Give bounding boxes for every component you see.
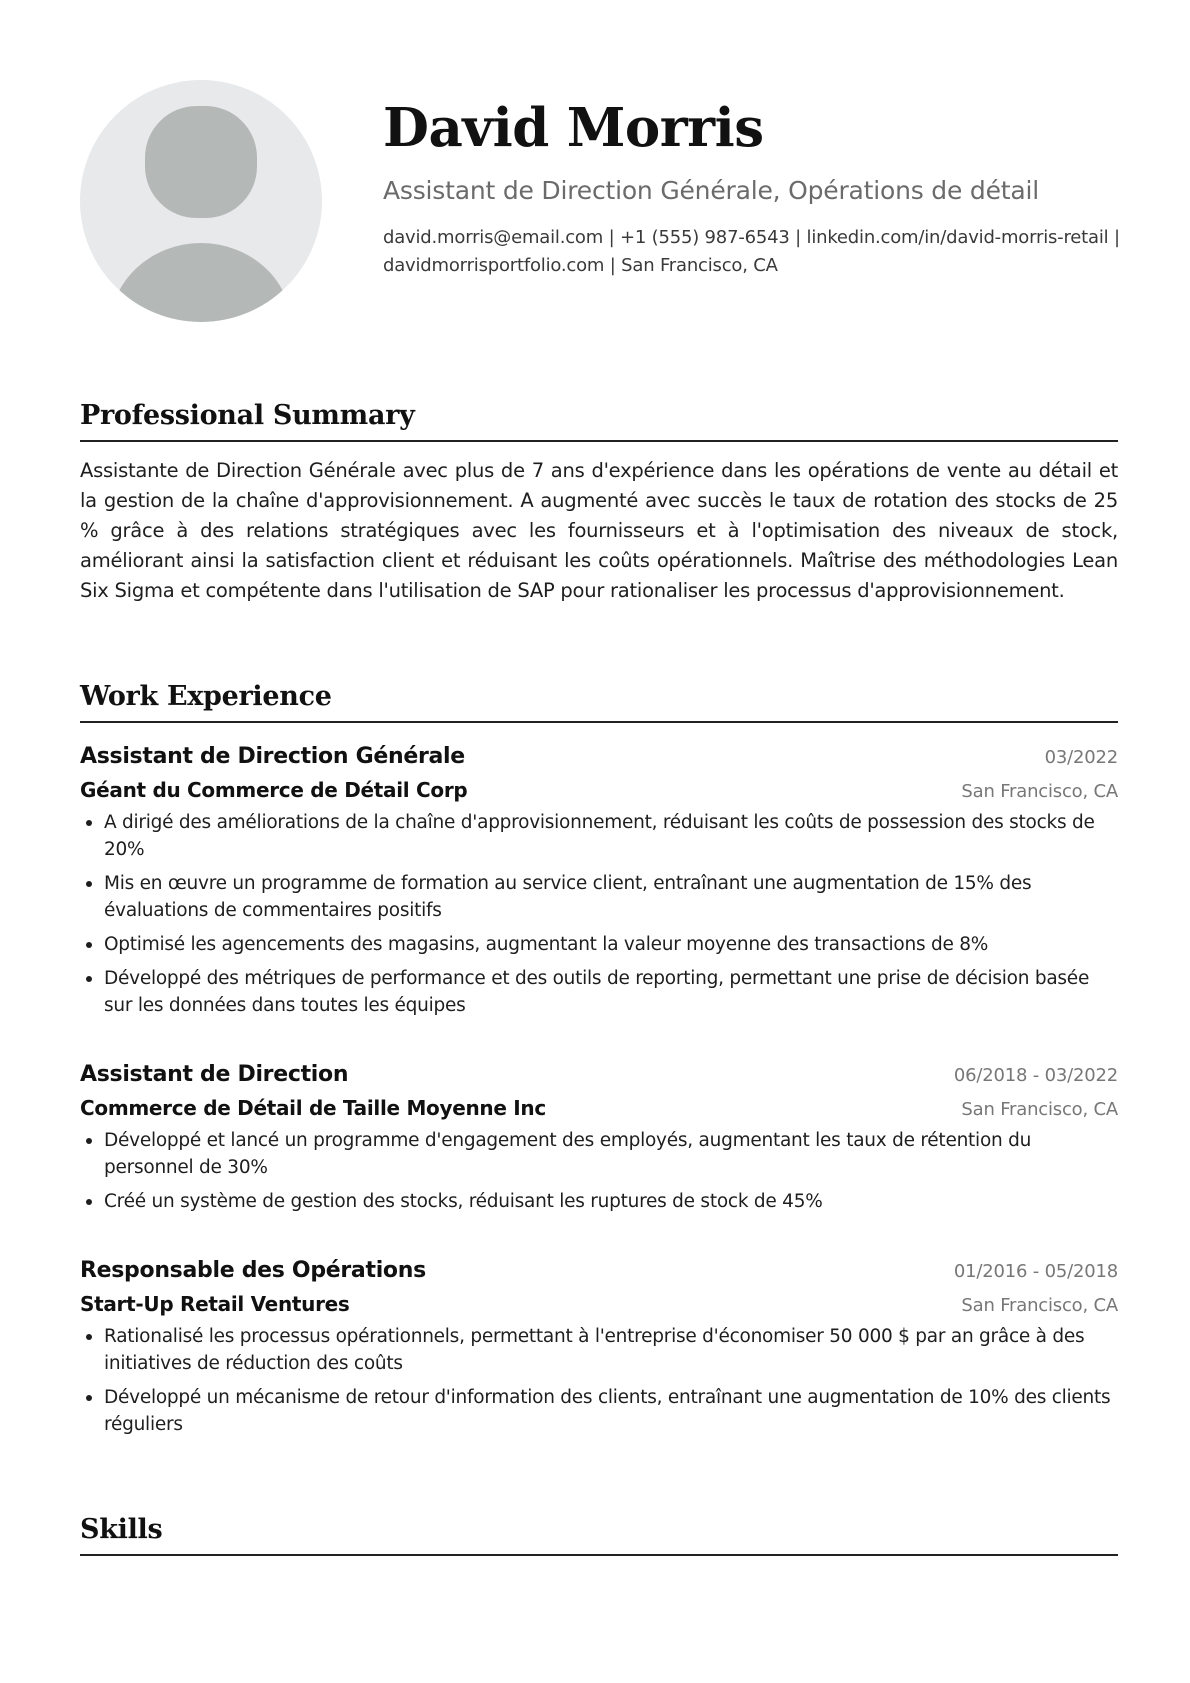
- bullet-text: Rationalisé les processus opérationnels, permettant à l'entreprise d'économiser 50 000 $ par an grâce à des initiatives de réduction des coûts: [104, 1326, 1085, 1374]
- contact-info: david.morris@email.com | +1 (555) 987-6543 | linkedin.com/in/david-morris-retail | davidmorrisportfolio.com | San Francisco, CA: [383, 227, 1120, 276]
- job-title: Responsable des Opérations: [80, 1258, 426, 1283]
- bullet-text: A dirigé des améliorations de la chaîne d'approvisionnement, réduisant les coûts de possession des stocks de 20%: [104, 812, 1095, 860]
- job-bullets: [80, 1127, 1118, 1215]
- bullet-dot-icon: [86, 976, 92, 982]
- bullet-item: [80, 1323, 1118, 1377]
- job-title: Assistant de Direction: [80, 1062, 349, 1087]
- bullet-dot-icon: [86, 1199, 92, 1205]
- job-date: 06/2018 - 03/2022: [953, 1065, 1118, 1086]
- summary-section: [80, 398, 1118, 606]
- bullet-dot-icon: [86, 1138, 92, 1144]
- bullet-item: [80, 870, 1118, 924]
- job-entry: [80, 1059, 1118, 1215]
- bullet-item: [80, 931, 1118, 958]
- summary-text: Assistante de Direction Générale avec plus de 7 ans d'expérience dans les opérations de vente au détail et la gestion de la chaîne d'approvisionnement. A augmenté avec succès le taux de rotation des stocks de 25 % grâce à des relations stratégiques avec les fournisseurs et à l'optimisation des niveaux de stock, améliorant ainsi la satisfaction client et réduisant les coûts opérationnels. Maîtrise des méthodologies Lean Six Sigma et compétente dans l'utilisation de SAP pour rationaliser les processus d'approvisionnement.: [80, 459, 1118, 602]
- bullet-item: [80, 1127, 1118, 1181]
- job-date: 03/2022: [1044, 747, 1118, 768]
- bullet-text: Développé des métriques de performance et des outils de reporting, permettant une prise de décision basée sur les données dans toutes les équipes: [104, 968, 1090, 1016]
- bullet-text: Créé un système de gestion des stocks, réduisant les ruptures de stock de 45%: [104, 1191, 823, 1212]
- bullet-dot-icon: [86, 881, 92, 887]
- job-entry: [80, 741, 1118, 1019]
- bullet-item: [80, 1188, 1118, 1215]
- avatar-placeholder-icon: [80, 80, 322, 322]
- bullet-item: [80, 965, 1118, 1019]
- bullet-dot-icon: [86, 942, 92, 948]
- job-bullets: [80, 1323, 1118, 1438]
- candidate-name: David Morris: [383, 97, 764, 159]
- bullet-text: Optimisé les agencements des magasins, augmentant la valeur moyenne des transactions de 8%: [104, 934, 989, 955]
- bullet-text: Développé et lancé un programme d'engagement des employés, augmentant les taux de rétention du personnel de 30%: [104, 1130, 1032, 1178]
- job-title: Assistant de Direction Générale: [80, 744, 465, 769]
- experience-section: [80, 679, 1118, 1445]
- job-company: Start-Up Retail Ventures: [80, 1292, 350, 1316]
- skills-section: [80, 1512, 1118, 1556]
- bullet-text: Mis en œuvre un programme de formation au service client, entraînant une augmentation de 15% des évaluations de commentaires positifs: [104, 873, 1032, 921]
- skills-heading: Skills: [80, 1512, 1118, 1556]
- bullet-item: [80, 1384, 1118, 1438]
- job-location: San Francisco, CA: [961, 1295, 1118, 1316]
- candidate-title: Assistant de Direction Générale, Opérations de détail: [383, 176, 1039, 205]
- bullet-dot-icon: [86, 820, 92, 826]
- job-company: Géant du Commerce de Détail Corp: [80, 778, 468, 802]
- bullet-dot-icon: [86, 1334, 92, 1340]
- summary-heading: Professional Summary: [80, 398, 1118, 442]
- job-location: San Francisco, CA: [961, 1099, 1118, 1120]
- job-date: 01/2016 - 05/2018: [953, 1261, 1118, 1282]
- avatar-head-shape: [145, 106, 257, 218]
- bullet-dot-icon: [86, 1395, 92, 1401]
- experience-heading: Work Experience: [80, 679, 1118, 723]
- job-location: San Francisco, CA: [961, 781, 1118, 802]
- bullet-item: [80, 809, 1118, 863]
- avatar-body-shape: [110, 243, 292, 322]
- bullet-text: Développé un mécanisme de retour d'information des clients, entraînant une augmentation de 10% des clients réguliers: [104, 1387, 1111, 1435]
- job-bullets: [80, 809, 1118, 1019]
- job-entry: [80, 1255, 1118, 1438]
- job-company: Commerce de Détail de Taille Moyenne Inc: [80, 1096, 546, 1120]
- resume-header: [383, 96, 1123, 280]
